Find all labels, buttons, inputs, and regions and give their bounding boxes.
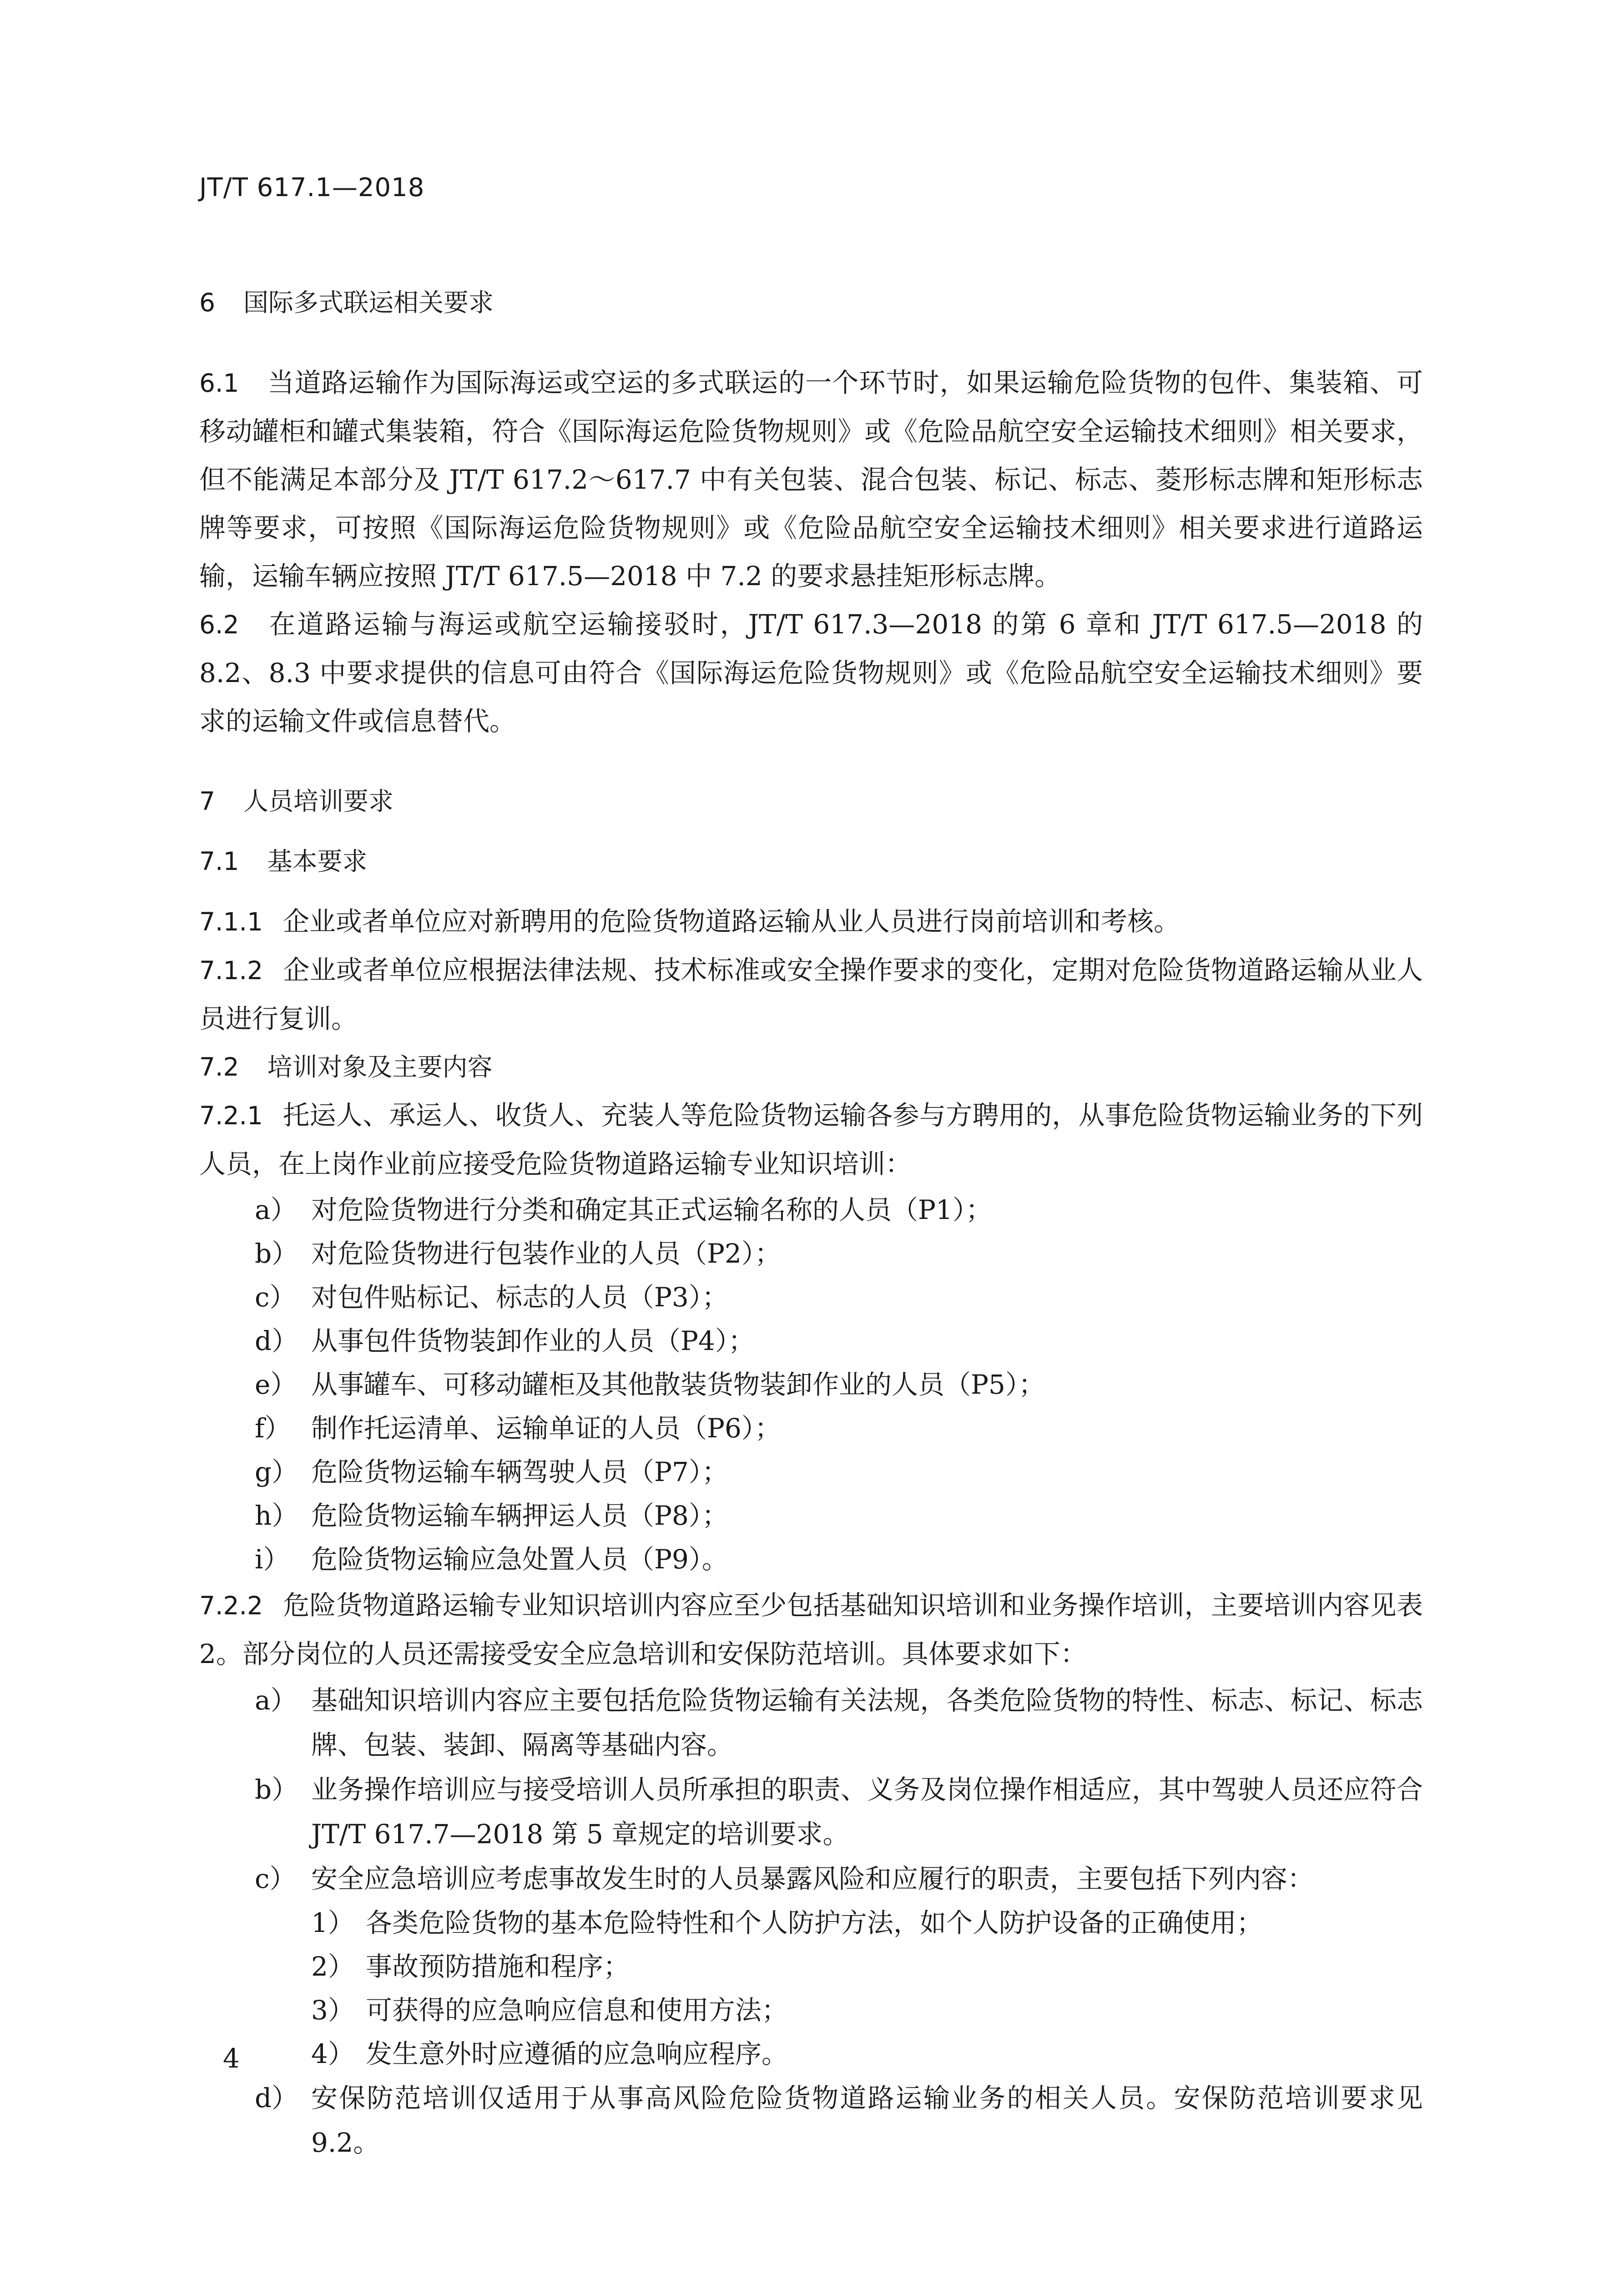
list-item — [199, 1188, 1423, 1232]
list-text: 危险货物运输车辆押运人员（P8）； — [311, 1500, 728, 1531]
clause-7-1-1 — [199, 897, 1423, 946]
clause-text: 在道路运输与海运或航空运输接驳时，JT/T 617.3—2018 的第 6 章和 JT/T 617.5—2018 的 8.2、8.3 中要求提供的信息可由符合《国际海运危险货物规则》或《危险品航空安全运输技术细则》要求的运输文件或信息替代。 — [199, 609, 1423, 737]
clause-text: 托运人、承运人、收货人、充装人等危险货物运输各参与方聘用的，从事危险货物运输业务的下列人员，在上岗作业前应接受危险货物道路运输专业知识培训： — [199, 1100, 1423, 1179]
clause-number: 7.2.1 — [199, 1101, 263, 1130]
list-marker: c） — [255, 1863, 296, 1894]
list-marker: b） — [255, 1774, 298, 1805]
list-text: 业务操作培训应与接受培训人员所承担的职责、义务及岗位操作相适应，其中驾驶人员还应符合 JT/T 617.7—2018 第 5 章规定的培训要求。 — [311, 1774, 1423, 1850]
list-text: 发生意外时应遵循的应急响应程序。 — [366, 2038, 788, 2069]
list-item — [199, 1319, 1423, 1363]
list-text: 从事罐车、可移动罐柜及其他散装货物装卸作业的人员（P5）； — [311, 1369, 1045, 1400]
clause-7-2-2 — [199, 1581, 1423, 1678]
list-marker: h） — [255, 1500, 298, 1531]
list-text: 基础知识培训内容应主要包括危险货物运输有关法规，各类危险货物的特性、标志、标记、标志牌、包装、装卸、隔离等基础内容。 — [311, 1685, 1423, 1760]
list-item — [199, 1275, 1423, 1319]
list-marker: a） — [255, 1194, 297, 1225]
list-text: 制作托运清单、运输单证的人员（P6）； — [311, 1413, 781, 1444]
list-marker: 4） — [311, 2038, 354, 2069]
list-marker: i） — [255, 1544, 290, 1575]
list-item — [199, 1537, 1423, 1581]
list-marker: d） — [255, 2083, 298, 2113]
section-7-2-heading — [199, 1043, 1423, 1091]
section-title: 基本要求 — [267, 847, 368, 876]
list-text: 安全应急培训应考虑事故发生时的人员暴露风险和应履行的职责，主要包括下列内容： — [311, 1863, 1314, 1894]
clause-text: 企业或者单位应根据法律法规、技术标准或安全操作要求的变化，定期对危险货物道路运输从业人员进行复训。 — [199, 955, 1423, 1034]
list-marker: d） — [255, 1325, 298, 1356]
sub-list-item — [199, 1988, 1423, 2032]
chapter-7-heading — [199, 777, 1423, 825]
chapter-number: 6 — [199, 288, 215, 317]
clause-text: 当道路运输作为国际海运或空运的多式联运的一个环节时，如果运输危险货物的包件、集装箱、可移动罐柜和罐式集装箱，符合《国际海运危险货物规则》或《危险品航空安全运输技术细则》相关要求，但不能满足本部分及 JT/T 617.2～617.7 中有关包装、混合包装、标记、标志、菱形标志牌和矩形标志牌等要求，可按照《国际海运危险货物规则》或《危险品航空安全运输技术细则》相关要求进行道路运输，运输车辆应按照 JT/T 617.5—2018 中 7.2 的要求悬挂矩形标志牌。 — [199, 367, 1423, 592]
list-marker: 3） — [311, 1995, 354, 2026]
list-item — [199, 2076, 1423, 2165]
list-item — [199, 1232, 1423, 1275]
clause-7-2-1 — [199, 1091, 1423, 1188]
chapter-number: 7 — [199, 787, 215, 816]
list-item — [199, 1767, 1423, 1856]
list-text: 各类危险货物的基本危险特性和个人防护方法，如个人防护设备的正确使用； — [366, 1907, 1263, 1938]
sub-list-item — [199, 1901, 1423, 1945]
sub-list-item — [199, 2032, 1423, 2076]
section-title: 培训对象及主要内容 — [267, 1052, 493, 1082]
page-number: 4 — [223, 2043, 240, 2074]
list-item — [199, 1856, 1423, 1901]
list-text: 事故预防措施和程序； — [366, 1951, 630, 1982]
clause-text: 危险货物道路运输专业知识培训内容应至少包括基础知识培训和业务操作培训，主要培训内容见表 2。部分岗位的人员还需接受安全应急培训和安保防范培训。具体要求如下： — [199, 1590, 1423, 1669]
clause-6-1 — [199, 359, 1423, 600]
list-item — [199, 1450, 1423, 1494]
list-marker: a） — [255, 1685, 297, 1716]
clause-number: 7.1.2 — [199, 956, 263, 985]
clause-7-1-2 — [199, 946, 1423, 1043]
section-number: 7.1 — [199, 847, 239, 876]
list-marker: b） — [255, 1238, 298, 1269]
list-text: 危险货物运输车辆驾驶人员（P7）； — [311, 1456, 728, 1487]
list-marker: 2） — [311, 1951, 354, 1982]
clause-number: 7.2.2 — [199, 1591, 263, 1620]
sub-list-item — [199, 1945, 1423, 1988]
list-marker: c） — [255, 1282, 296, 1313]
list-marker: 1） — [311, 1907, 354, 1938]
list-text: 可获得的应急响应信息和使用方法； — [366, 1995, 788, 2026]
document-code: JT/T 617.1—2018 — [199, 173, 425, 202]
clause-text: 企业或者单位应对新聘用的危险货物道路运输从业人员进行岗前培训和考核。 — [282, 906, 1180, 937]
list-text: 从事包件货物装卸作业的人员（P4）； — [311, 1325, 755, 1356]
list-text: 对危险货物进行分类和确定其正式运输名称的人员（P1）； — [311, 1194, 992, 1225]
clause-6-2 — [199, 600, 1423, 745]
chapter-title: 人员培训要求 — [243, 787, 394, 816]
list-item — [199, 1494, 1423, 1537]
section-number: 7.2 — [199, 1052, 239, 1082]
list-marker: f） — [255, 1413, 291, 1444]
list-item — [199, 1406, 1423, 1450]
chapter-6-heading — [199, 278, 1423, 327]
list-text: 危险货物运输应急处置人员（P9）。 — [311, 1544, 728, 1575]
section-7-1-heading — [199, 837, 1423, 885]
list-text: 对危险货物进行包装作业的人员（P2）； — [311, 1238, 781, 1269]
list-text: 对包件贴标记、标志的人员（P3）； — [311, 1282, 728, 1313]
list-marker: g） — [255, 1456, 298, 1487]
clause-number: 6.1 — [199, 369, 239, 398]
list-item — [199, 1678, 1423, 1767]
chapter-title: 国际多式联运相关要求 — [243, 288, 494, 317]
document-body — [199, 278, 1423, 2165]
clause-number: 6.2 — [199, 610, 239, 639]
list-text: 安保防范培训仅适用于从事高风险危险货物道路运输业务的相关人员。安保防范培训要求见 9.2。 — [311, 2083, 1423, 2158]
list-item — [199, 1363, 1423, 1406]
clause-number: 7.1.1 — [199, 907, 263, 936]
list-marker: e） — [255, 1369, 297, 1400]
